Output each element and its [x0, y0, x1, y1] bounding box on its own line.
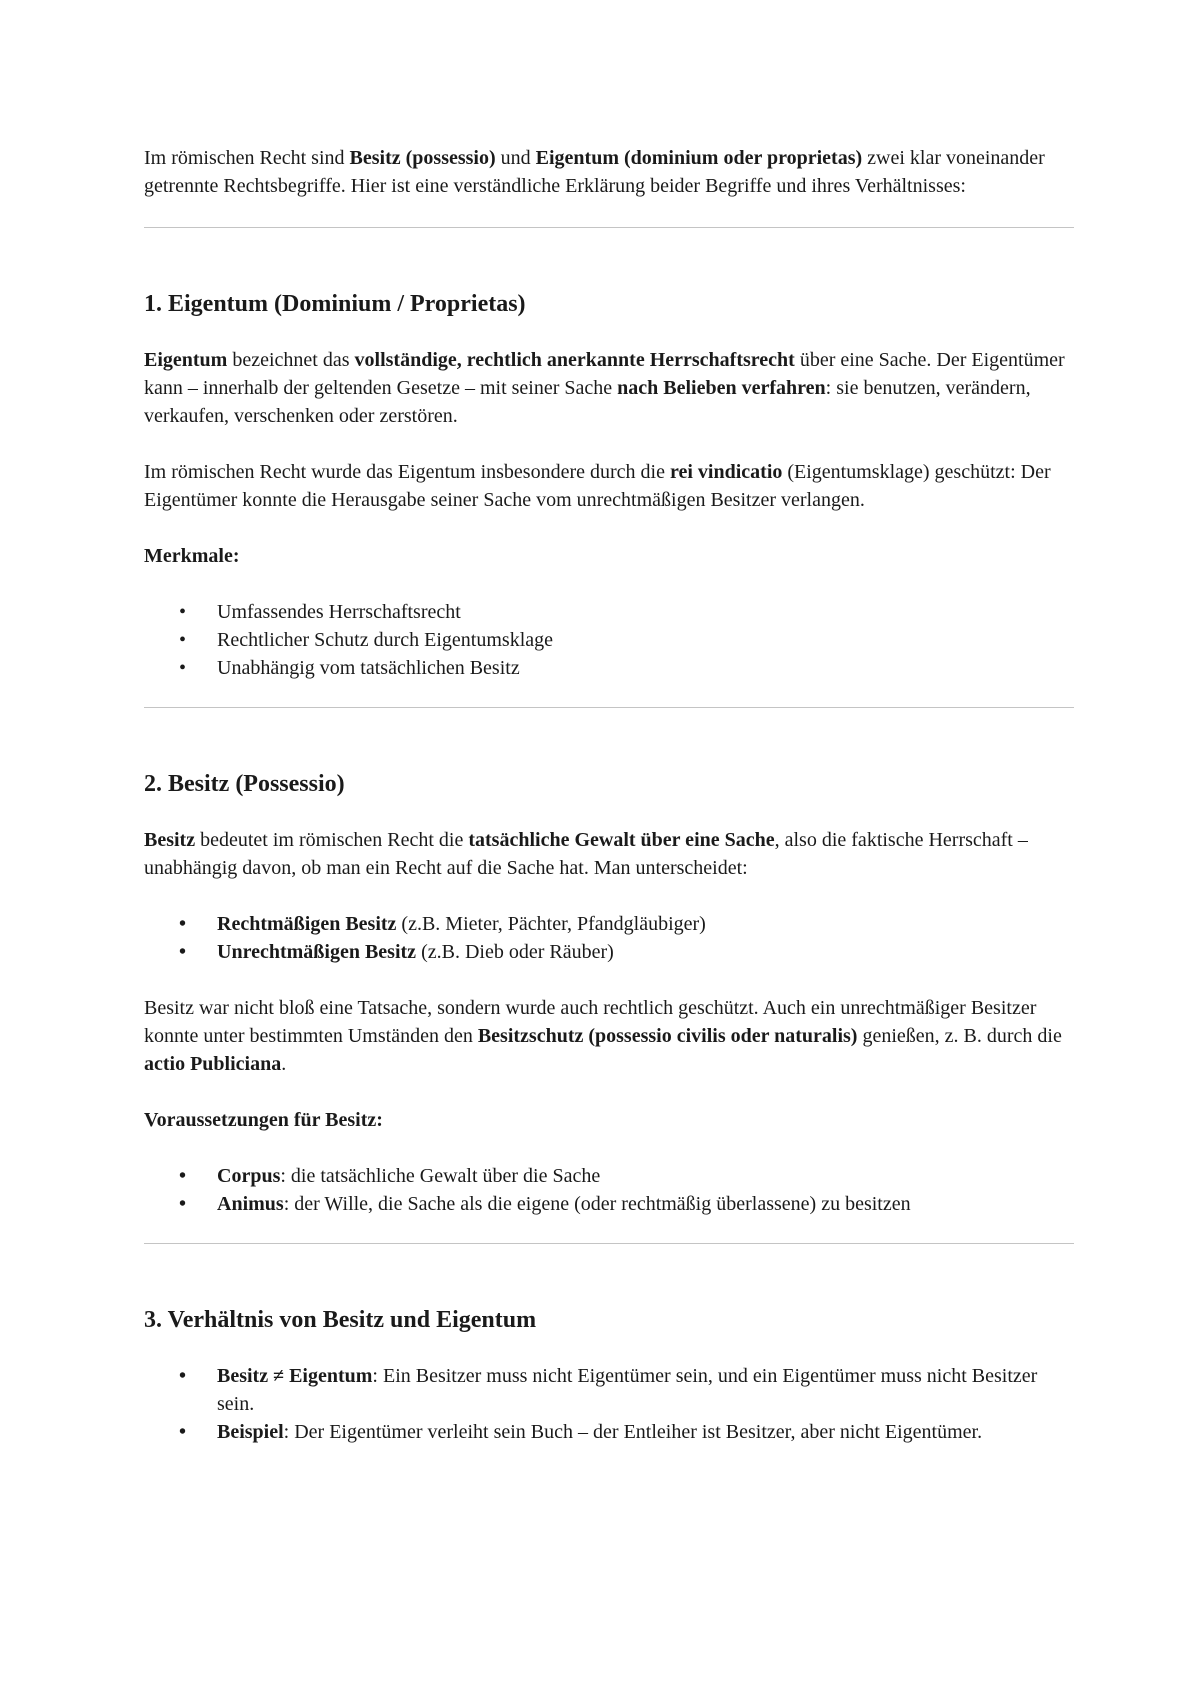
requirements-list — [144, 1162, 1074, 1218]
s2p2-text-2: genießen, z. B. durch die — [857, 1025, 1062, 1047]
requirement-bold: Corpus — [217, 1165, 281, 1187]
bullet-icon: • — [179, 629, 187, 651]
list-item — [179, 1418, 1074, 1446]
list-item — [179, 938, 1074, 966]
intro-bold-1: Besitz (possessio) — [349, 147, 496, 169]
relationship-text: : Ein Besitzer muss nicht Eigentümer sein, und ein Eigentümer muss nicht Besitzer sein. — [217, 1365, 1038, 1415]
s1p1-bold-2: vollständige, rechtlich anerkannte Herrschaftsrecht — [354, 349, 795, 371]
bullet-icon: • — [179, 657, 187, 679]
s2p1-bold-2: tatsächliche Gewalt über eine Sache — [468, 829, 775, 851]
intro-text-3: zwei klar voneinander getrennte Rechtsbegriffe. Hier ist eine verständliche Erklärung beider Begriffe und ihres Verhältnisses: — [144, 147, 1045, 197]
document-content — [144, 144, 1074, 1446]
relationship-bold: Beispiel — [217, 1421, 284, 1443]
s1p1-text-1: bezeichnet das — [227, 349, 355, 371]
s1p1-bold-3: nach Belieben verfahren — [617, 377, 826, 399]
s2p1-bold-1: Besitz — [144, 829, 196, 851]
feature-text: Umfassendes Herrschaftsrecht — [217, 601, 461, 623]
divider-2 — [144, 707, 1074, 708]
section2-paragraph-2 — [144, 994, 1074, 1078]
list-item — [179, 1162, 1074, 1190]
section1-paragraph-1 — [144, 346, 1074, 430]
features-label: Merkmale: — [144, 545, 240, 567]
s1p1-text-2: über eine Sache. Der Eigentümer kann – innerhalb der geltenden Gesetze – mit seiner Sache — [144, 349, 1065, 399]
bullet-icon: • — [179, 601, 187, 623]
list-item — [179, 598, 1074, 626]
section3-heading: 3. Verhältnis von Besitz und Eigentum — [144, 1307, 537, 1333]
s2p1-text-1: bedeutet im römischen Recht die — [195, 829, 469, 851]
type-text: (z.B. Mieter, Pächter, Pfandgläubiger) — [396, 913, 706, 935]
intro-bold-2: Eigentum (dominium oder proprietas) — [535, 147, 863, 169]
requirement-text: : die tatsächliche Gewalt über die Sache — [280, 1165, 601, 1187]
bullet-icon: • — [179, 913, 187, 935]
s1p2-text-1: Im römischen Recht wurde das Eigentum insbesondere durch die — [144, 461, 670, 483]
s2p2-bold-2: actio Publiciana — [144, 1053, 282, 1075]
relationship-bold: Besitz ≠ Eigentum — [217, 1365, 373, 1387]
list-item — [179, 1190, 1074, 1218]
s1p2-text-2: (Eigentumsklage) geschützt: Der Eigentümer konnte die Herausgabe seiner Sache vom unrechtmäßigen Besitzer verlangen. — [144, 461, 1051, 511]
section2-heading: 2. Besitz (Possessio) — [144, 771, 345, 797]
intro-text-2: und — [495, 147, 536, 169]
relationship-list — [144, 1362, 1074, 1446]
divider-3 — [144, 1243, 1074, 1244]
s1p2-bold-1: rei vindicatio — [669, 461, 783, 483]
section1-heading: 1. Eigentum (Dominium / Proprietas) — [144, 291, 526, 317]
section1-paragraph-2 — [144, 458, 1074, 514]
type-text: (z.B. Dieb oder Räuber) — [416, 941, 614, 963]
requirements-label: Voraussetzungen für Besitz: — [144, 1109, 383, 1131]
feature-text: Unabhängig vom tatsächlichen Besitz — [217, 657, 520, 679]
feature-text: Rechtlicher Schutz durch Eigentumsklage — [217, 629, 554, 651]
bullet-icon: • — [179, 1193, 187, 1215]
s2p2-bold-1: Besitzschutz (possessio civilis oder naturalis) — [477, 1025, 858, 1047]
list-item — [179, 626, 1074, 654]
possession-types-list — [144, 910, 1074, 966]
s1p1-bold-1: Eigentum — [144, 349, 228, 371]
intro-text-1: Im römischen Recht sind — [144, 147, 350, 169]
divider-1 — [144, 227, 1074, 228]
type-bold: Unrechtmäßigen Besitz — [217, 941, 417, 963]
bullet-icon: • — [179, 1165, 187, 1187]
s2p2-text-3: . — [281, 1053, 287, 1075]
s1p1-text-3: : sie benutzen, verändern, verkaufen, verschenken oder zerstören. — [144, 377, 1031, 427]
section2-paragraph-1 — [144, 826, 1074, 882]
features-list — [144, 598, 1074, 682]
list-item — [179, 910, 1074, 938]
bullet-icon: • — [179, 941, 187, 963]
intro-paragraph — [144, 144, 1074, 200]
bullet-icon: • — [179, 1365, 187, 1387]
s2p1-text-2: , also die faktische Herrschaft – unabhängig davon, ob man ein Recht auf die Sache hat. Man unterscheidet: — [144, 829, 1028, 879]
list-item — [179, 1362, 1074, 1418]
relationship-text: : Der Eigentümer verleiht sein Buch – der Entleiher ist Besitzer, aber nicht Eigentümer. — [283, 1421, 983, 1443]
requirement-bold: Animus — [217, 1193, 284, 1215]
requirement-text: : der Wille, die Sache als die eigene (oder rechtmäßig überlassene) zu besitzen — [283, 1193, 911, 1215]
type-bold: Rechtmäßigen Besitz — [217, 913, 397, 935]
s2p2-text-1: Besitz war nicht bloß eine Tatsache, sondern wurde auch rechtlich geschützt. Auch ein unrechtmäßiger Besitzer konnte unter bestimmten Umständen den — [144, 997, 1037, 1047]
bullet-icon: • — [179, 1421, 187, 1443]
list-item — [179, 654, 1074, 682]
